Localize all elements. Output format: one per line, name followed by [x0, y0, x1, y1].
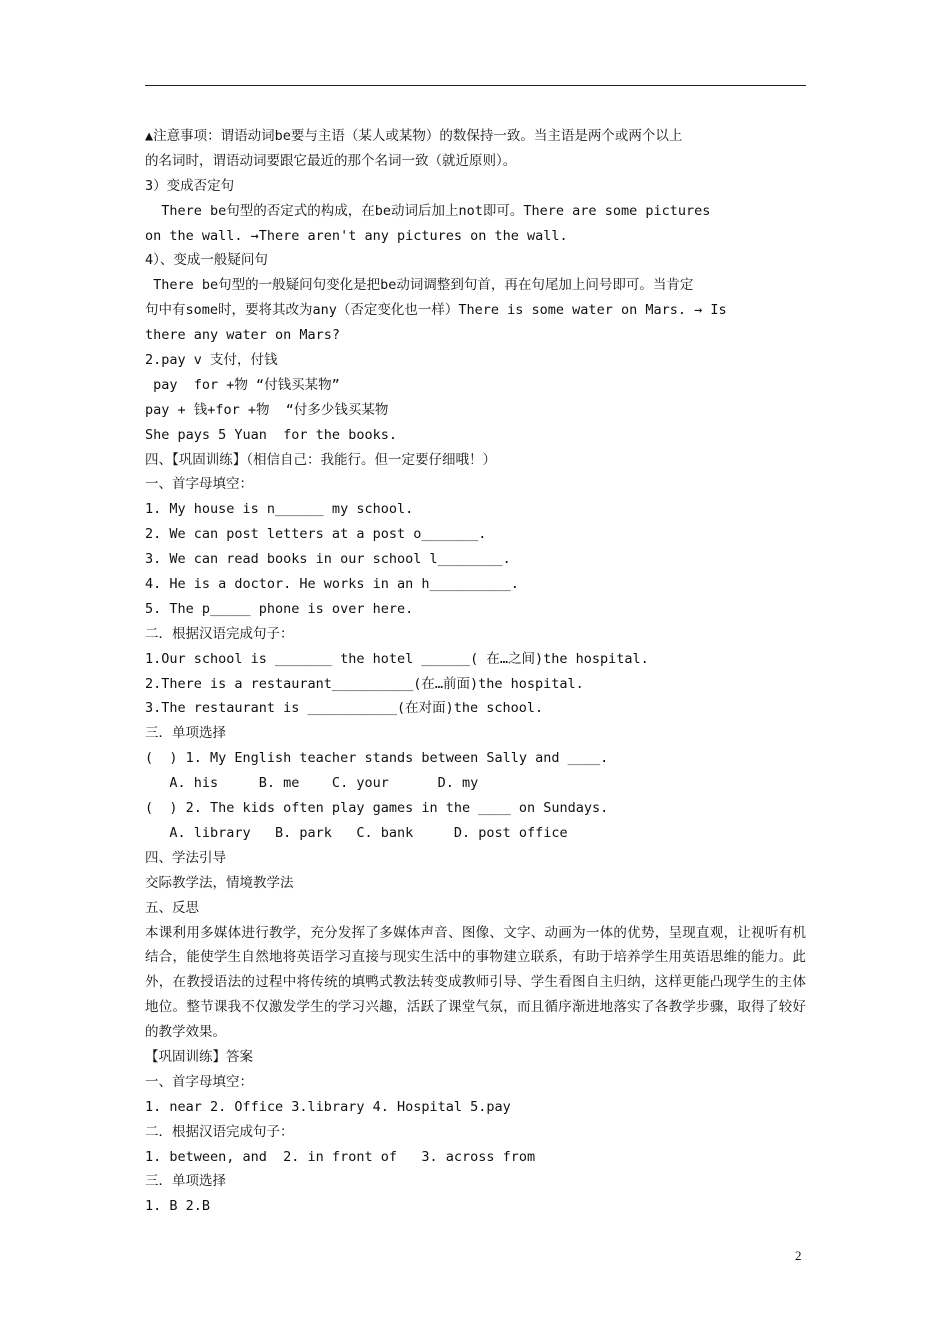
vocab-pay-heading: 2.pay v 支付，付钱 — [145, 352, 278, 369]
page-number: 2 — [795, 1248, 802, 1263]
exercise-item: 1. My house is n______ my school. — [145, 501, 414, 518]
exercise-item: 4. He is a doctor. He works in an h__________. — [145, 576, 519, 593]
exercise-section-heading: 四、【巩固训练】（相信自己：我能行。但一定要仔细哦！） — [145, 451, 496, 468]
answers-part3: 1. B 2.B — [145, 1198, 211, 1215]
answers-heading: 【巩固训练】答案 — [145, 1049, 253, 1066]
section-heading-negative: 3）变成否定句 — [145, 177, 235, 194]
exercise-item: 1.Our school is _______ the hotel ______( 在…之间)the hospital. — [145, 650, 649, 667]
header-rule — [145, 85, 806, 86]
choice-options: A. his B. me C. your D. my — [145, 775, 479, 792]
exercise-part2-heading: 二．根据汉语完成句子： — [145, 625, 294, 642]
exercise-item: 3.The restaurant is ___________(在对面)the school. — [145, 700, 544, 717]
answers-part1: 1. near 2. Office 3.library 4. Hospital 5.pay — [145, 1098, 511, 1115]
negative-example-line: on the wall. →There aren't any pictures on the wall. — [145, 227, 568, 244]
note-line-1: ▲注意事项：谓语动词be要与主语（某人或某物）的数保持一致。当主语是两个或两个以上 — [145, 128, 683, 144]
exercise-part3-heading: 三．单项选择 — [145, 725, 226, 742]
answers-part2: 1. between, and 2. in front of 3. across from — [145, 1148, 536, 1165]
method-text: 交际教学法，情境教学法 — [145, 874, 294, 891]
negative-rule-line: There be句型的否定式的构成，在be动词后加上not即可。There are some pictures — [145, 202, 711, 219]
vocab-pay-example: She pays 5 Yuan for the books. — [145, 426, 397, 443]
exercise-part1-heading: 一、首字母填空： — [145, 476, 253, 493]
answers-part2-heading: 二．根据汉语完成句子： — [145, 1123, 294, 1140]
reflection-heading: 五、反思 — [145, 899, 199, 916]
exercise-item: 2. We can post letters at a post o_______. — [145, 526, 487, 543]
method-heading: 四、学法引导 — [145, 849, 226, 866]
section-heading-question: 4）、变成一般疑问句 — [145, 252, 268, 269]
answers-part1-heading: 一、首字母填空： — [145, 1073, 253, 1090]
exercise-item: 3. We can read books in our school l________. — [145, 551, 511, 568]
exercise-item: 5. The p_____ phone is over here. — [145, 600, 414, 617]
question-rule-line-1: There be句型的一般疑问句变化是把be动词调整到句首，再在句尾加上问号即可。当肯定 — [145, 277, 694, 294]
question-rule-line-2: 句中有some时，要将其改为any（否定变化也一样）There is some water on Mars. → Is — [145, 302, 727, 319]
vocab-pay-usage-1: pay for +物 “付钱买某物” — [145, 376, 340, 393]
choice-question: ( ) 2. The kids often play games in the ____ on Sundays. — [145, 800, 609, 817]
answers-part3-heading: 三．单项选择 — [145, 1173, 226, 1190]
question-example-line: there any water on Mars? — [145, 327, 341, 344]
choice-question: ( ) 1. My English teacher stands between Sally and ____. — [145, 750, 609, 767]
document-body — [145, 124, 806, 1219]
vocab-pay-usage-2: pay + 钱+for +物 “付多少钱买某物 — [145, 401, 389, 418]
note-line-2: 的名词时，谓语动词要跟它最近的那个名词一致（就近原则）。 — [145, 152, 517, 169]
choice-options: A. library B. park C. bank D. post office — [145, 824, 568, 841]
exercise-item: 2.There is a restaurant__________(在…前面)the hospital. — [145, 675, 584, 692]
reflection-paragraph: 本课利用多媒体进行教学，充分发挥了多媒体声音、图像、文字、动画为一体的优势，呈现直观，让视听有机结合，能使学生自然地将英语学习直接与现实生活中的事物建立联系，有助于培养学生用英语思维的能力。此外，在教授语法的过程中将传统的填鸭式教法转变成教师引导、学生看图自主归纳，这样更能凸现学生的主体地位。整节课我不仅激发学生的学习兴趣，活跃了课堂气氛，而且循序渐进地落实了各教学步骤，取得了较好的教学效果。 — [145, 924, 806, 1041]
